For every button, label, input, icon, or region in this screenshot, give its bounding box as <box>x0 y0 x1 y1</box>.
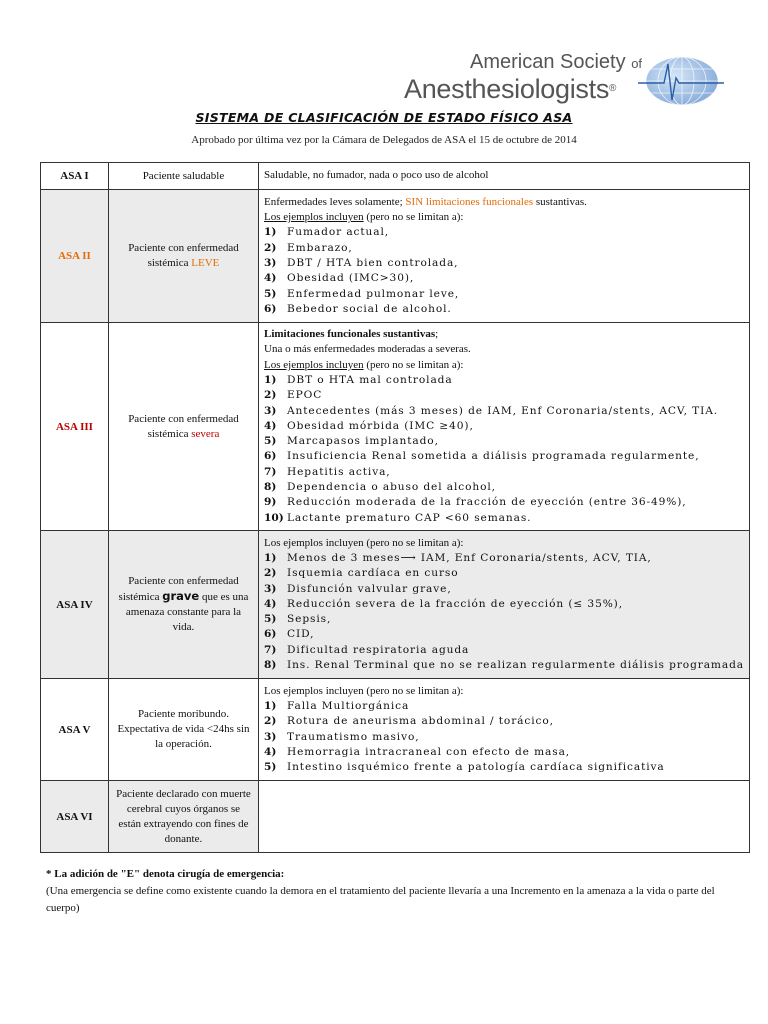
asa-iii-detail <box>259 323 750 531</box>
list-item: 5) Enfermedad pulmonar leve, <box>264 287 460 300</box>
list-item: 5) Sepsis, <box>264 613 332 626</box>
asa-vi-definition: Paciente declarado con muerte cerebral cuyos órganos se están extrayendo con fines de donante. <box>108 781 258 853</box>
list-item: 4) Reducción severa de la fracción de eyección (≤ 35%), <box>264 597 623 610</box>
asa-v-intro: Los ejemplos incluyen (pero no se limitan a): <box>264 684 464 697</box>
asa-iii-class: ASA III <box>41 323 109 531</box>
table-row-asa-ii <box>41 190 750 323</box>
asa-iii-definition <box>108 323 258 531</box>
asa-ii-intro <box>264 195 744 210</box>
asa-iii-examples-label <box>264 358 744 373</box>
list-item: 2) Embarazo, <box>264 241 353 254</box>
asa-i-definition: Paciente saludable <box>108 163 258 190</box>
logo-text <box>404 52 642 104</box>
document-subtitle: Aprobado por última vez por la Cámara de Delegados de ASA el 15 de octubre de 2014 <box>191 134 577 146</box>
asa-iv-examples <box>264 551 744 673</box>
list-item: 5) Marcapasos implantado, <box>264 435 439 448</box>
asa-ii-intro-c: sustantivas. <box>535 195 587 208</box>
asa-iii-intro-bold: Limitaciones funcionales sustantivas <box>264 328 436 341</box>
asa-ii-examples-label <box>264 210 744 225</box>
list-item: 6) Insuficiencia Renal sometida a diálisis programada regularmente, <box>264 450 700 463</box>
asa-iv-definition <box>108 531 258 679</box>
asa-ii-class: ASA II <box>41 190 109 323</box>
list-item: 1) DBT o HTA mal controlada <box>264 373 453 386</box>
list-item: 10) Lactante prematuro CAP <60 semanas. <box>264 511 532 524</box>
list-item: 6) CID, <box>264 628 315 641</box>
table-row-asa-v <box>41 679 750 781</box>
table-row-asa-vi <box>41 781 750 853</box>
asa-iv-class: ASA IV <box>41 531 109 679</box>
list-item: 3) Disfunción valvular grave, <box>264 582 452 595</box>
list-item: 7) Hepatitis activa, <box>264 465 391 478</box>
logo-line1 <box>404 52 642 74</box>
list-item: 3) Antecedentes (más 3 meses) de IAM, Enf Coronaria/stents, ACV, TIA. <box>264 404 719 417</box>
asa-ii-ex-rest: (pero no se limitan a): <box>366 211 464 224</box>
footnote-text: (Una emergencia se define como existente cuando la demora en el tratamiento del paciente llevaría a una Incremento en la amenaza a la vida o parte del cuerpo) <box>46 885 715 914</box>
asa-iv-def-text: Paciente con enfermedad sistémica <box>118 575 239 603</box>
list-item: 1) Menos de 3 meses⟶ IAM, Enf Coronaria/stents, ACV, TIA, <box>264 551 652 564</box>
asa-vi-detail <box>259 781 750 853</box>
list-item: 5) Intestino isquémico frente a patología cardíaca significativa <box>264 761 665 774</box>
asa-vi-class: ASA VI <box>41 781 109 853</box>
list-item: 7) Dificultad respiratoria aguda <box>264 643 470 656</box>
asa-v-detail <box>259 679 750 781</box>
list-item: 4) Obesidad (IMC>30), <box>264 272 415 285</box>
table-row-asa-i <box>41 163 750 190</box>
list-item: 8) Ins. Renal Terminal que no se realizan regularmente diálisis programada <box>264 659 744 672</box>
asa-i-class: ASA I <box>41 163 109 190</box>
list-item: 2) Rotura de aneurisma abdominal / torácico, <box>264 715 554 728</box>
list-item: 2) EPOC <box>264 389 323 402</box>
asa-iv-def-severity: grave <box>162 589 200 603</box>
list-item: 6) Bebedor social de alcohol. <box>264 302 452 315</box>
logo-society: American Society <box>470 51 626 73</box>
asa-iv-def-rest: que es una amenaza constante para la vida. <box>125 591 249 633</box>
logo-registered-mark: ® <box>609 83 617 94</box>
asa-classification-table <box>40 162 750 853</box>
asa-ii-def-text: Paciente con enfermedad sistémica <box>128 242 239 269</box>
document-title: SISTEMA DE CLASIFICACIÓN DE ESTADO FÍSICO ASA <box>195 110 573 125</box>
asa-i-detail: Saludable, no fumador, nada o poco uso de alcohol <box>259 163 750 190</box>
asa-iii-ex-rest: (pero no se limitan a): <box>366 358 464 371</box>
list-item: 4) Hemorragia intracraneal con efecto de masa, <box>264 745 571 758</box>
logo-anesthesiologists: Anesthesiologists <box>404 74 610 104</box>
asa-v-definition: Paciente moribundo. Expectativa de vida <24hs sin la operación. <box>108 679 258 781</box>
list-item: 1) Fumador actual, <box>264 226 390 239</box>
asa-iii-def-severity: severa <box>191 427 220 440</box>
asa-ii-definition <box>108 190 258 323</box>
asa-v-examples <box>264 699 744 775</box>
asa-ii-ex-label: Los ejemplos incluyen <box>264 211 364 224</box>
asa-iv-intro: Los ejemplos incluyen (pero no se limitan a): <box>264 536 464 549</box>
asa-iii-examples <box>264 373 744 526</box>
asa-logo <box>404 52 724 108</box>
list-item: 8) Dependencia o abuso del alcohol, <box>264 481 496 494</box>
asa-ii-intro-a: Enfermedades leves solamente; <box>264 195 403 208</box>
logo-line2 <box>404 74 642 104</box>
footnote-heading: * La adición de "E" denota cirugía de emergencia: <box>46 868 285 880</box>
globe-ecg-icon <box>638 56 724 106</box>
emergency-footnote <box>46 866 726 917</box>
list-item: 9) Reducción moderada de la fracción de eyección (entre 36-49%), <box>264 496 687 509</box>
asa-iii-def-text: Paciente con enfermedad sistémica <box>128 412 239 440</box>
asa-ii-detail <box>259 190 750 323</box>
asa-ii-examples <box>264 225 744 317</box>
asa-iii-intro-line2: Una o más enfermedades moderadas a severas. <box>264 343 471 356</box>
asa-iii-ex-label: Los ejemplos incluyen <box>264 358 364 371</box>
asa-v-class: ASA V <box>41 679 109 781</box>
list-item: 1) Falla Multiorgánica <box>264 699 410 712</box>
list-item: 4) Obesidad mórbida (IMC ≥40), <box>264 419 474 432</box>
asa-iii-intro: Limitaciones funcionales sustantivas; <box>264 328 439 341</box>
table-row-asa-iv <box>41 531 750 679</box>
asa-ii-def-severity: LEVE <box>191 257 220 269</box>
list-item: 2) Isquemia cardíaca en curso <box>264 567 459 580</box>
list-item: 3) DBT / HTA bien controlada, <box>264 257 459 269</box>
table-row-asa-iii <box>41 323 750 531</box>
asa-ii-intro-b: SIN limitaciones funcionales <box>405 195 534 208</box>
asa-iv-detail <box>259 531 750 679</box>
logo-of: of <box>631 56 643 71</box>
list-item: 3) Traumatismo masivo, <box>264 730 420 743</box>
